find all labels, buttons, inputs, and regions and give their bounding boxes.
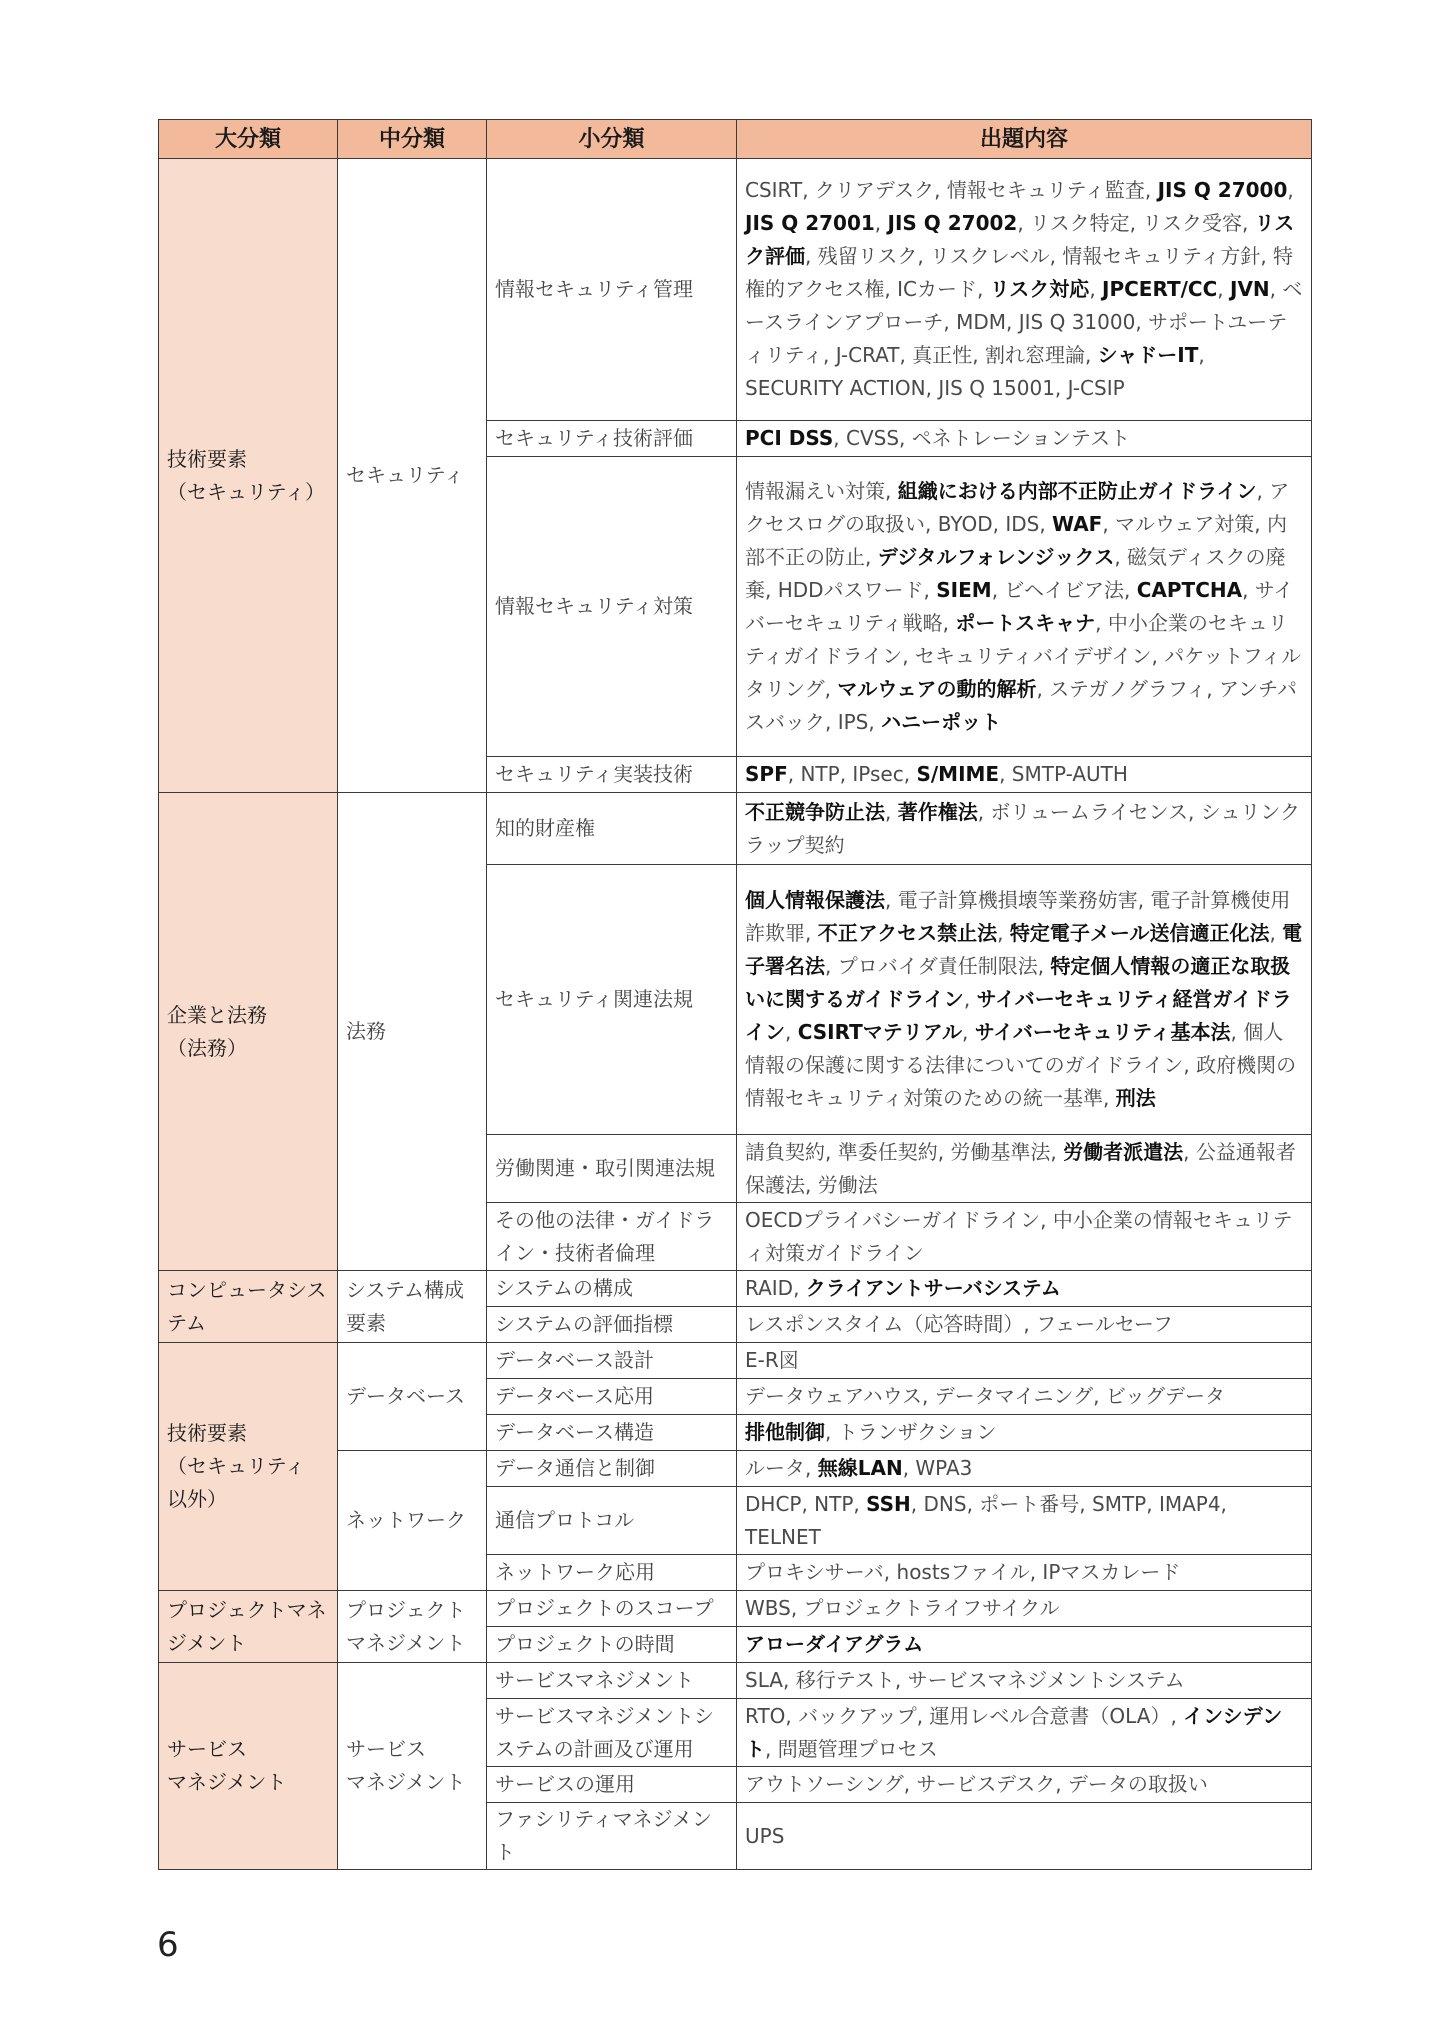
content-text: 情報漏えい対策, <box>745 478 898 503</box>
sub-category: 通信プロトコル <box>487 1487 737 1555</box>
key-term: リスク対応 <box>989 277 1090 301</box>
sub-category: データベース応用 <box>487 1379 737 1415</box>
content-text: , SMTP-AUTH <box>999 762 1128 786</box>
mid-category: プロジェクトマネジメント <box>338 1591 487 1663</box>
sub-category: データベース構造 <box>487 1415 737 1451</box>
mid-category: ネットワーク <box>338 1451 487 1591</box>
content-text: , <box>963 987 977 1011</box>
content-text: , トランザクション <box>825 1420 997 1444</box>
key-term: アローダイアグラム <box>745 1632 924 1656</box>
content-text: , 電子計算機損壊等業務妨害, 電子計算機使用詐欺罪, <box>745 888 1291 945</box>
content-text: 請負契約, 準委任契約, 労働基準法, <box>745 1139 1064 1164</box>
content-cell <box>737 1591 1312 1627</box>
content-text: , 問題管理プロセス <box>765 1736 938 1761</box>
sub-category: プロジェクトの時間 <box>487 1627 737 1663</box>
key-term: 排他制御 <box>745 1420 825 1444</box>
key-term: 刑法 <box>1115 1086 1156 1110</box>
key-term: SIEM <box>936 577 992 602</box>
content-text: , <box>1269 921 1283 945</box>
content-cell <box>737 793 1312 865</box>
content-text: , <box>1089 277 1103 301</box>
sub-category: セキュリティ技術評価 <box>487 421 737 457</box>
key-term: サイバーセキュリティ基本法 <box>974 1020 1231 1044</box>
content-text: プロキシサーバ, hostsファイル, IPマスカレード <box>745 1560 1181 1584</box>
content-text: , <box>1287 178 1294 202</box>
key-term: JIS Q 27002 <box>887 211 1018 235</box>
key-term: JVN <box>1230 277 1270 301</box>
key-term: 著作権法 <box>897 799 978 824</box>
header-row <box>159 120 1312 159</box>
mid-category: セキュリティ <box>338 159 487 793</box>
content-text: , CVSS, ペネトレーションテスト <box>833 426 1131 450</box>
sub-category: セキュリティ関連法規 <box>487 865 737 1135</box>
sub-category: 情報セキュリティ対策 <box>487 457 737 757</box>
key-term: JPCERT/CC <box>1102 277 1218 301</box>
header-content: 出題内容 <box>737 120 1312 159</box>
sub-category: 労働関連・取引関連法規 <box>487 1135 737 1203</box>
key-term: CAPTCHA <box>1136 577 1243 602</box>
content-cell <box>737 757 1312 793</box>
key-term: 電子署名法 <box>745 921 1303 978</box>
major-category: サービス マネジメント <box>159 1663 338 1870</box>
content-cell <box>737 457 1312 757</box>
syllabus-table <box>158 119 1312 1870</box>
sub-category: データベース設計 <box>487 1343 737 1379</box>
key-term: PCI DSS <box>745 426 834 450</box>
key-term: 組織における内部不正防止ガイドライン <box>897 478 1257 503</box>
sub-category: その他の法律・ガイドライン・技術者倫理 <box>487 1203 737 1271</box>
content-text: CSIRT, クリアデスク, 情報セキュリティ監査, <box>745 178 1158 202</box>
key-term: シャドーIT <box>1097 343 1199 367</box>
key-term: インシデント <box>745 1703 1283 1761</box>
key-term: 特定電子メール送信適正化法 <box>1009 921 1270 945</box>
content-text: , WPA3 <box>902 1456 973 1480</box>
content-text: , ベースラインアプローチ, MDM, JIS Q 31000, サポートユーティリティ, J-CRAT, 真正性, 割れ窓理論, <box>745 277 1303 367</box>
content-text: RAID, <box>745 1276 806 1300</box>
content-cell <box>737 1379 1312 1415</box>
key-term: 不正アクセス禁止法 <box>817 921 998 945</box>
sub-category: システムの構成 <box>487 1271 737 1307</box>
content-text: DHCP, NTP, <box>745 1491 867 1516</box>
key-term: SPF <box>745 762 788 786</box>
key-term: ポートスキャナ <box>955 610 1096 635</box>
key-term: CSIRTマテリアル <box>797 1020 962 1044</box>
content-text: , 残留リスク, リスクレベル, 情報セキュリティ方針, 特権的アクセス権, ICカード, <box>745 244 1294 301</box>
content-text: , アクセスログの取扱い, BYOD, IDS, <box>745 478 1290 536</box>
header-mid: 中分類 <box>338 120 487 159</box>
content-cell <box>737 1135 1312 1203</box>
key-term: ハニーポット <box>881 709 1002 734</box>
content-text: SLA, 移行テスト, サービスマネジメントシステム <box>745 1668 1185 1692</box>
content-text: RTO, バックアップ, 運用レベル合意書（OLA）, <box>745 1703 1184 1728</box>
key-term: リスク評価 <box>745 211 1295 268</box>
sub-category: システムの評価指標 <box>487 1307 737 1343</box>
content-cell <box>737 1803 1312 1870</box>
content-cell <box>737 1555 1312 1591</box>
content-text: , <box>997 921 1010 945</box>
mid-category: システム構成要素 <box>338 1271 487 1343</box>
content-text: アウトソーシング, サービスデスク, データの取扱い <box>745 1772 1208 1796</box>
key-term: JIS Q 27001 <box>745 211 875 235</box>
major-category: 技術要素 （セキュリティ 以外） <box>159 1343 338 1591</box>
content-cell <box>737 1415 1312 1451</box>
content-cell <box>737 865 1312 1135</box>
table-row <box>159 1343 1312 1379</box>
content-cell <box>737 1307 1312 1343</box>
content-cell <box>737 1699 1312 1767</box>
key-term: サイバーセキュリティ経営ガイドライン <box>745 987 1292 1044</box>
content-text: , マルウェア対策, 内部不正の防止, <box>745 511 1287 569</box>
content-text: , ボリュームライセンス, シュリンクラップ契約 <box>745 799 1300 857</box>
content-text: , <box>885 799 898 824</box>
sub-category: ファシリティマネジメント <box>487 1803 737 1870</box>
content-text: , サイバーセキュリティ戦略, <box>745 577 1294 635</box>
content-text: レスポンスタイム（応答時間）, フェールセーフ <box>745 1312 1173 1336</box>
content-text: E-R図 <box>745 1348 799 1372</box>
content-cell <box>737 1627 1312 1663</box>
sub-category: サービスマネジメント <box>487 1663 737 1699</box>
content-text: UPS <box>745 1823 785 1848</box>
major-category: コンピュータシステム <box>159 1271 338 1343</box>
key-term: 個人情報保護法 <box>745 888 885 912</box>
header-sub: 小分類 <box>487 120 737 159</box>
content-text: , <box>874 211 888 235</box>
header-major: 大分類 <box>159 120 338 159</box>
key-term: SSH <box>866 1491 911 1516</box>
content-text: , <box>785 1020 798 1044</box>
table-row <box>159 793 1312 865</box>
content-text: , 中小企業のセキュリティガイドライン, セキュリティバイデザイン, パケットフィルタリング, <box>745 610 1302 701</box>
content-text: , ステガノグラフィ, アンチパスバック, IPS, <box>745 676 1297 734</box>
content-cell <box>737 1451 1312 1487</box>
content-text: , ビヘイビア法, <box>991 577 1137 602</box>
content-text: , リスク特定, リスク受容, <box>1017 211 1255 235</box>
content-text: WBS, プロジェクトライフサイクル <box>745 1596 1060 1620</box>
content-cell <box>737 159 1312 421</box>
sub-category: プロジェクトのスコープ <box>487 1591 737 1627</box>
key-term: マルウェアの動的解析 <box>837 676 1037 701</box>
content-text: OECDプライバシーガイドライン, 中小企業の情報セキュリティ対策ガイドライン <box>745 1207 1293 1265</box>
key-term: JIS Q 27000 <box>1157 178 1288 202</box>
content-text: , SECURITY ACTION, JIS Q 15001, J-CSIP <box>745 343 1205 400</box>
sub-category: ネットワーク応用 <box>487 1555 737 1591</box>
content-cell <box>737 1663 1312 1699</box>
major-category: 企業と法務 （法務） <box>159 793 338 1271</box>
page-number: 6 <box>157 1925 179 1965</box>
content-text: , <box>1217 277 1230 301</box>
sub-category: データ通信と制御 <box>487 1451 737 1487</box>
key-term: 特定個人情報の適正な取扱いに関するガイドライン <box>745 954 1291 1011</box>
key-term: WAF <box>1052 511 1103 536</box>
key-term: 労働者派遣法 <box>1063 1139 1184 1164</box>
content-cell <box>737 1343 1312 1379</box>
key-term: デジタルフォレンジックス <box>877 544 1115 569</box>
content-cell <box>737 1271 1312 1307</box>
mid-category: 法務 <box>338 793 487 1271</box>
mid-category: サービス マネジメント <box>338 1663 487 1870</box>
content-text: , 公益通報者保護法, 労働法 <box>745 1139 1296 1197</box>
content-cell <box>737 1487 1312 1555</box>
major-category: 技術要素 （セキュリティ） <box>159 159 338 793</box>
content-cell <box>737 1767 1312 1803</box>
content-text: , 個人情報の保護に関する法律についてのガイドライン, 政府機関の情報セキュリティ対策のための統一基準, <box>745 1020 1297 1110</box>
content-text: データウェアハウス, データマイニング, ビッグデータ <box>745 1384 1226 1408</box>
table-row <box>159 159 1312 421</box>
table-row <box>159 1663 1312 1699</box>
sub-category: サービスの運用 <box>487 1767 737 1803</box>
content-cell <box>737 1203 1312 1271</box>
content-text: , DNS, ポート番号, SMTP, IMAP4, TELNET <box>745 1491 1227 1549</box>
key-term: S/MIME <box>916 762 1000 786</box>
mid-category: データベース <box>338 1343 487 1451</box>
content-text: , 磁気ディスクの廃棄, HDDパスワード, <box>745 544 1286 602</box>
content-text: ルータ, <box>745 1456 818 1480</box>
key-term: 無線LAN <box>817 1456 903 1480</box>
content-cell <box>737 421 1312 457</box>
sub-category: セキュリティ実装技術 <box>487 757 737 793</box>
content-text: , NTP, IPsec, <box>787 762 917 786</box>
content-text: , プロバイダ責任制限法, <box>825 954 1051 978</box>
sub-category: 知的財産権 <box>487 793 737 865</box>
sub-category: 情報セキュリティ管理 <box>487 159 737 421</box>
table-row <box>159 1591 1312 1627</box>
key-term: 不正競争防止法 <box>745 799 885 824</box>
table-row <box>159 1271 1312 1307</box>
major-category: プロジェクトマネジメント <box>159 1591 338 1663</box>
sub-category: サービスマネジメントシステムの計画及び運用 <box>487 1699 737 1767</box>
key-term: クライアントサーバシステム <box>805 1276 1061 1300</box>
content-text: , <box>961 1020 975 1044</box>
